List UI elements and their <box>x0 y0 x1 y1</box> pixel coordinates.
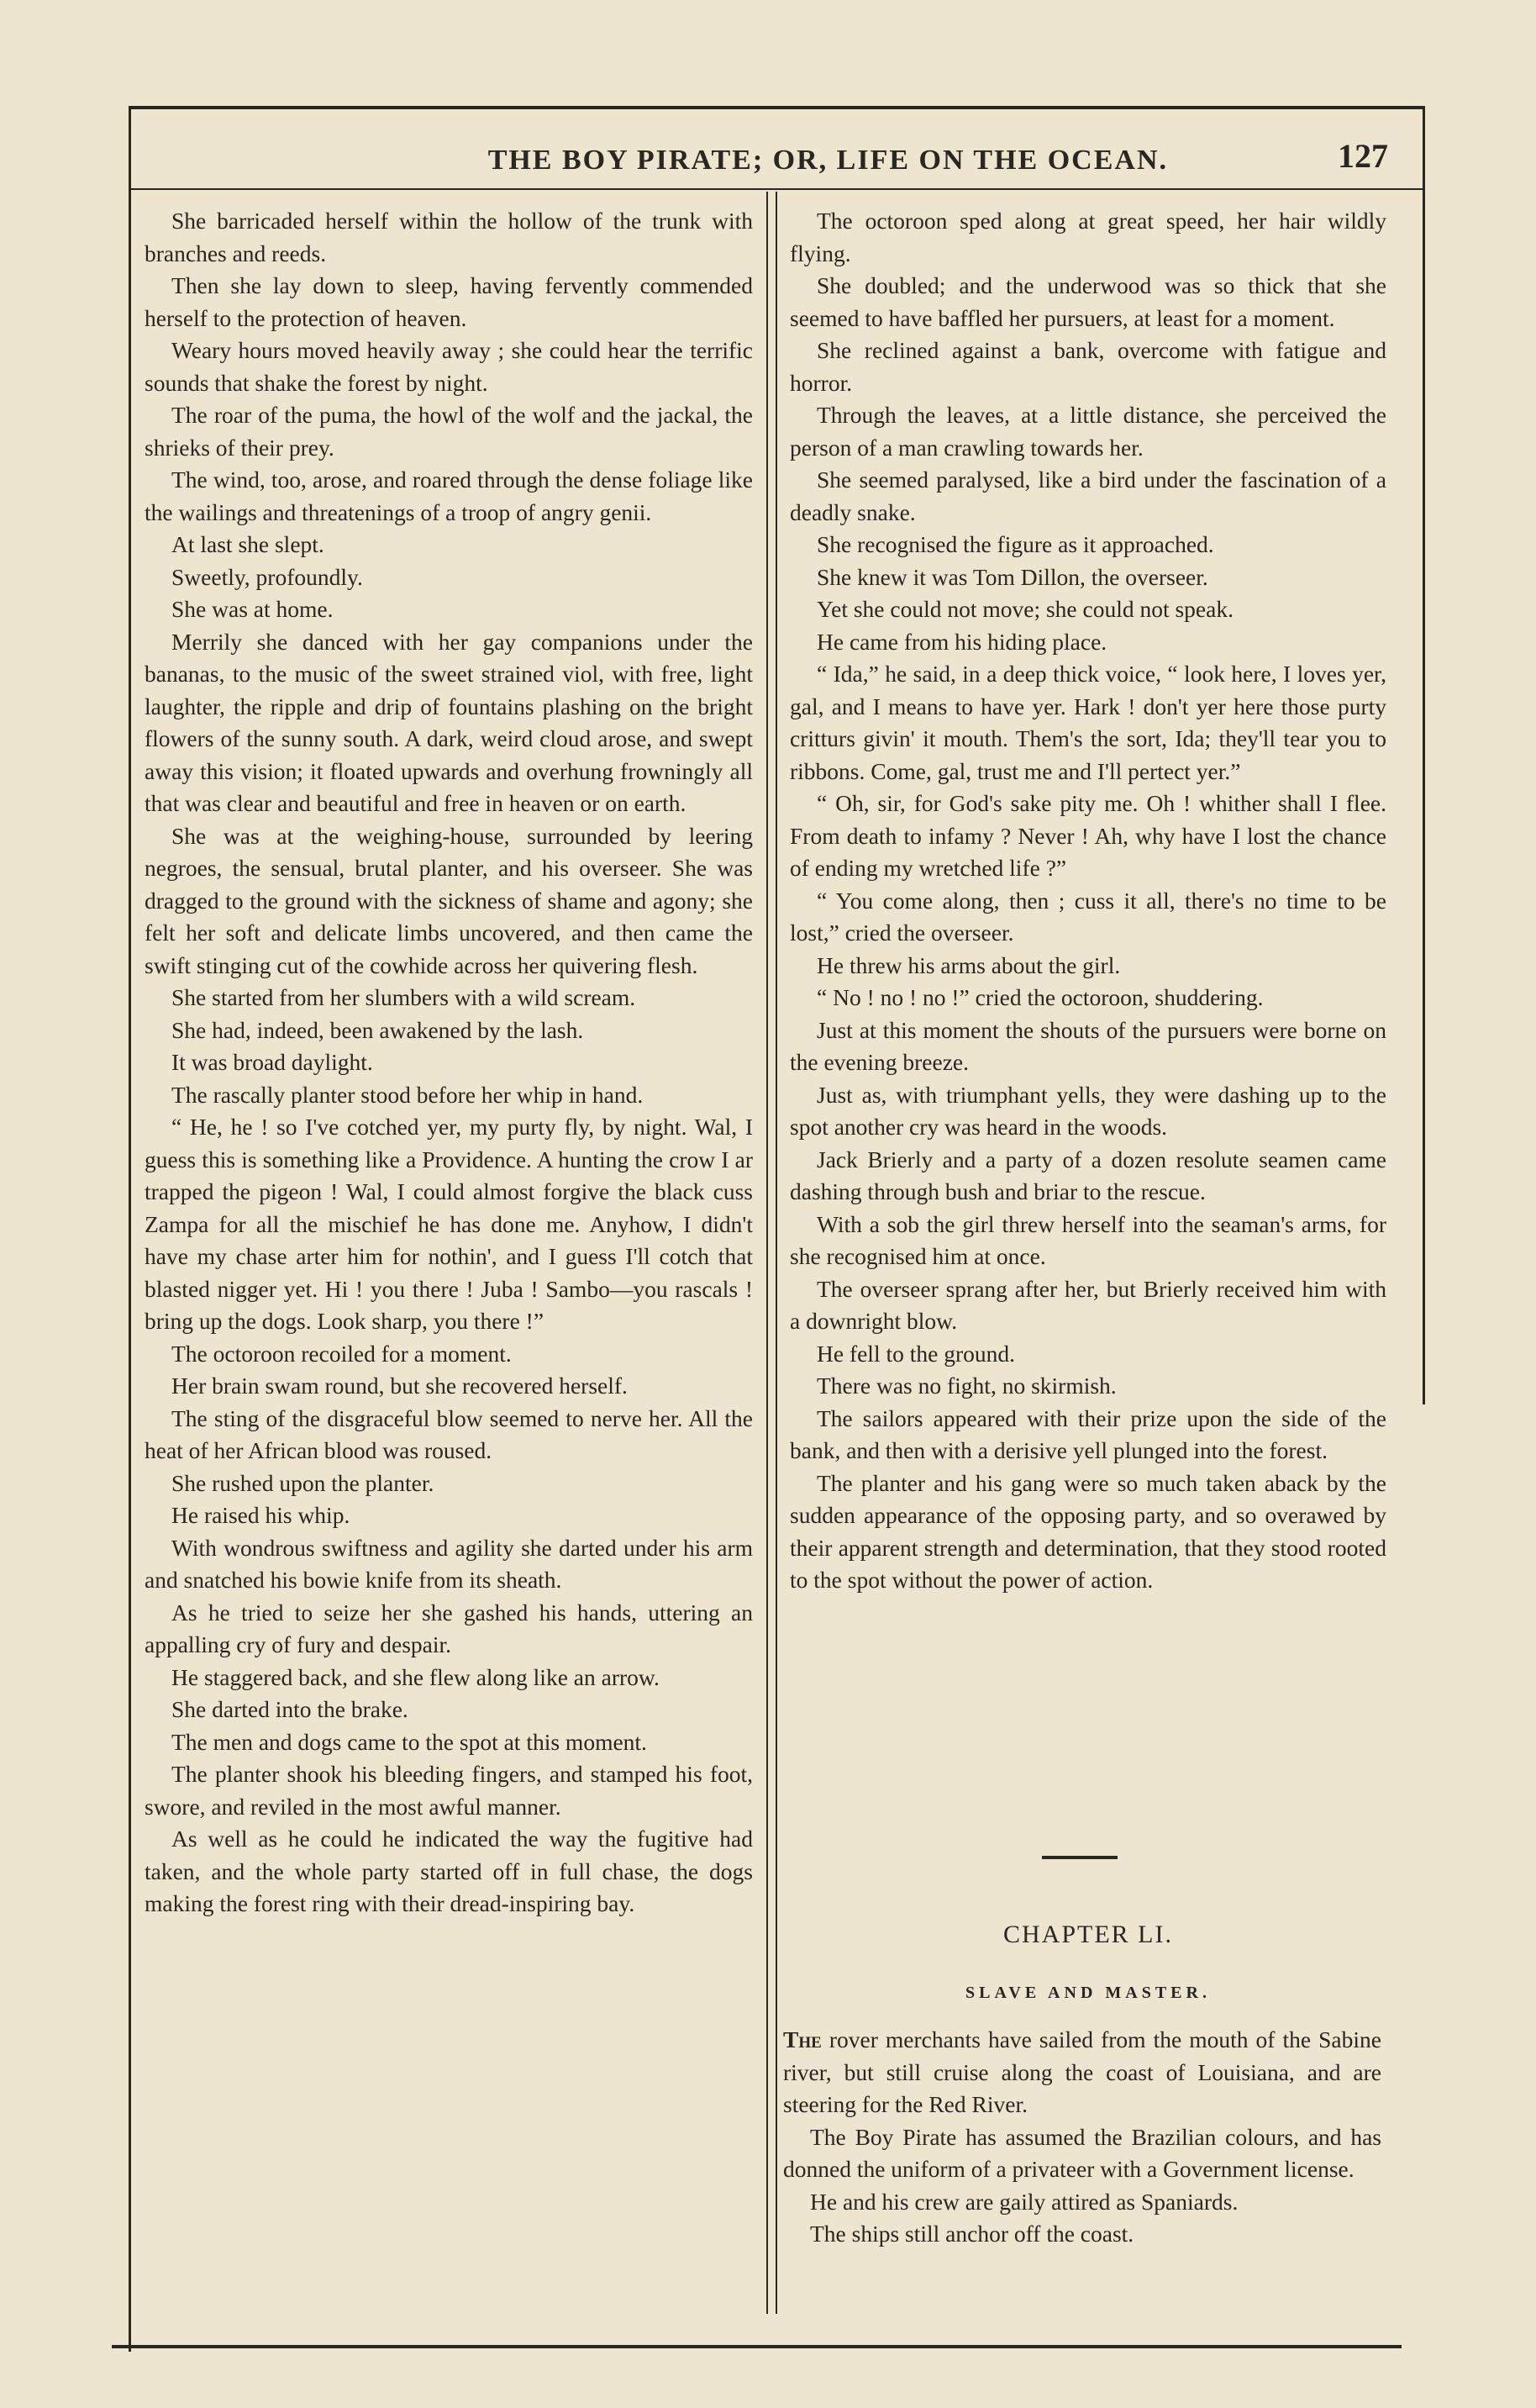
paragraph: Merrily she danced with her gay companions under the bananas, to the music of the sweet strained viol, with free, light laughter, the ripple and drip of fountains plashing on the bright flowers of the sunny south. A dark, weird cloud arose, and swept away this vision; it floated upwards and overhung frowningly all that was clear and beautiful and free in heaven or on earth. <box>145 628 753 816</box>
paragraph: “ Ida,” he said, in a deep thick voice, “ look here, I loves yer, gal, and I means to have yer. Hark ! don't yer here those purty critturs givin' it mouth. Them's the sort, Ida; they'll tear you to ribbons. Come, gal, trust me and I'll pertect yer.” <box>790 661 1386 784</box>
paragraph: Through the leaves, at a little distance, she perceived the person of a man crawling towards her. <box>790 402 1386 461</box>
paragraph: The planter shook his bleeding fingers, and stamped his foot, swore, and reviled in the most awful manner. <box>145 1761 753 1820</box>
paragraph: The men and dogs came to the spot at this moment. <box>171 1728 647 1755</box>
paragraph: She rushed upon the planter. <box>171 1469 434 1496</box>
paragraph: With wondrous swiftness and agility she darted under his arm and snatched his bowie knife from its sheath. <box>145 1534 753 1593</box>
paragraph: Sweetly, profoundly. <box>171 563 363 590</box>
paragraph: Her brain swam round, but she recovered herself. <box>171 1373 628 1399</box>
chapter-opening-paragraph <box>783 2024 1381 2121</box>
paragraph: “ No ! no ! no !” cried the octoroon, shuddering. <box>817 984 1264 1010</box>
paragraph: She knew it was Tom Dillon, the overseer. <box>817 563 1208 590</box>
paragraph: “ He, he ! so I've cotched yer, my purty fly, by night. Wal, I guess this is something like a Providence. A hunting the crow I ar trapped the pigeon ! Wal, I could almost forgive the black cuss Zampa for all the mischief he has done me. Anyhow, I didn't have my chase arter him for nothin', and I guess I'll cotch that blasted nigger yet. Hi ! you there ! Juba ! Sambo—you rascals ! bring up the dogs. Look sharp, you there !” <box>145 1114 753 1334</box>
paragraph: The sting of the disgraceful blow seemed to nerve her. All the heat of her African blood was roused. <box>145 1404 753 1463</box>
paragraph: “ You come along, then ; cuss it all, there's no time to be lost,” cried the overseer. <box>790 887 1386 946</box>
paragraph: She started from her slumbers with a wild scream. <box>171 984 636 1010</box>
paragraph: She darted into the brake. <box>171 1696 408 1722</box>
paragraph: She was at home. <box>171 596 334 622</box>
paragraph: As well as he could he indicated the way the fugitive had taken, and the whole party started off in full chase, the dogs making the forest ring with their dread-inspiring bay. <box>145 1826 753 1916</box>
chapter-subtitle: SLAVE AND MASTER. <box>965 1984 1211 2002</box>
opening-word: The <box>783 2026 822 2052</box>
paragraph: The roar of the puma, the howl of the wolf and the jackal, the shrieks of their prey. <box>145 402 753 461</box>
paragraph: He and his crew are gaily attired as Spaniards. <box>810 2188 1239 2215</box>
left-text-column <box>145 205 753 1921</box>
paragraph: Jack Brierly and a party of a dozen resolute seamen came dashing through bush and briar to the rescue. <box>790 1146 1386 1204</box>
paragraph: He fell to the ground. <box>817 1340 1015 1367</box>
paragraph: There was no fight, no skirmish. <box>817 1373 1117 1399</box>
paragraph: Just at this moment the shouts of the pursuers were borne on the evening breeze. <box>790 1016 1386 1075</box>
paragraph: The octoroon recoiled for a moment. <box>171 1340 512 1367</box>
paragraph: Just as, with triumphant yells, they were dashing up to the spot another cry was heard in the woods. <box>790 1081 1386 1140</box>
paragraph: The overseer sprang after her, but Brierly received him with a downright blow. <box>790 1275 1386 1334</box>
chapter-separator-rule <box>1042 1856 1118 1859</box>
right-text-column <box>790 205 1386 1597</box>
paragraph: Then she lay down to sleep, having fervently commended herself to the protection of heaven. <box>145 272 753 331</box>
paragraph: At last she slept. <box>171 531 324 557</box>
paragraph: Weary hours moved heavily away ; she could hear the terrific sounds that shake the forest by night. <box>145 337 753 396</box>
paragraph: The Boy Pirate has assumed the Brazilian colours, and has donned the uniform of a privateer with a Government license. <box>783 2123 1381 2182</box>
paragraph: Yet she could not move; she could not speak. <box>817 596 1234 622</box>
paragraph: As he tried to seize her she gashed his hands, uttering an appalling cry of fury and despair. <box>145 1599 753 1657</box>
paragraph: The ships still anchor off the coast. <box>810 2221 1134 2247</box>
top-border-rule <box>129 106 1425 109</box>
column-divider-second <box>776 192 777 2314</box>
paragraph: She barricaded herself within the hollow of the trunk with branches and reeds. <box>145 208 753 266</box>
paragraph: The wind, too, arose, and roared through the dense foliage like the wailings and threatenings of a troop of angry genii. <box>145 466 753 525</box>
paragraph: He raised his whip. <box>171 1502 350 1528</box>
chapter-text <box>783 2024 1381 2251</box>
column-divider <box>766 192 768 2314</box>
left-border-rule <box>129 106 131 2352</box>
paragraph: She doubled; and the underwood was so thick that she seemed to have baffled her pursuers, at least for a moment. <box>790 272 1386 331</box>
paragraph: With a sob the girl threw herself into the seaman's arms, for she recognised him at once. <box>790 1210 1386 1269</box>
paragraph: He came from his hiding place. <box>817 628 1107 655</box>
paragraph: She had, indeed, been awakened by the lash. <box>171 1016 584 1043</box>
paragraph: He threw his arms about the girl. <box>817 951 1121 978</box>
paragraph: It was broad daylight. <box>171 1049 373 1075</box>
right-border-rule <box>1423 106 1425 1404</box>
paragraph: The rascally planter stood before her whip in hand. <box>171 1081 644 1108</box>
running-head-title: THE BOY PIRATE; OR, LIFE ON THE OCEAN. <box>487 145 1168 176</box>
paragraph: “ Oh, sir, for God's sake pity me. Oh ! whither shall I flee. From death to infamy ? Never ! Ah, why have I lost the chance of ending my wretched life ?” <box>790 790 1386 881</box>
header-underline-rule <box>131 188 1423 190</box>
paragraph: The sailors appeared with their prize upon the side of the bank, and then with a derisive yell plunged into the forest. <box>790 1404 1386 1463</box>
chapter-title: CHAPTER LI. <box>1003 1921 1173 1948</box>
bottom-border-rule <box>112 2345 1402 2348</box>
paragraph: The planter and his gang were so much taken aback by the sudden appearance of the opposing party, and so overawed by their apparent strength and determination, that they stood rooted to the spot without the power of action. <box>790 1469 1386 1593</box>
paragraph: She seemed paralysed, like a bird under the fascination of a deadly snake. <box>790 466 1386 525</box>
paragraph: She recognised the figure as it approached. <box>817 531 1214 557</box>
paragraph: He staggered back, and she flew along like an arrow. <box>171 1663 660 1690</box>
opening-paragraph-text: rover merchants have sailed from the mouth of the Sabine river, but still cruise along the coast of Louisiana, and are steering for the Red River. <box>783 2026 1381 2117</box>
paragraph: She reclined against a bank, overcome with fatigue and horror. <box>790 337 1386 396</box>
paragraph: The octoroon sped along at great speed, her hair wildly flying. <box>790 208 1386 266</box>
paragraph: She was at the weighing-house, surrounded by leering negroes, the sensual, brutal planter, and his overseer. She was dragged to the ground with the sickness of shame and agony; she felt her soft and delicate limbs uncovered, and then came the swift stinging cut of the cowhide across her quivering flesh. <box>145 822 753 978</box>
page-number: 127 <box>1338 137 1388 175</box>
